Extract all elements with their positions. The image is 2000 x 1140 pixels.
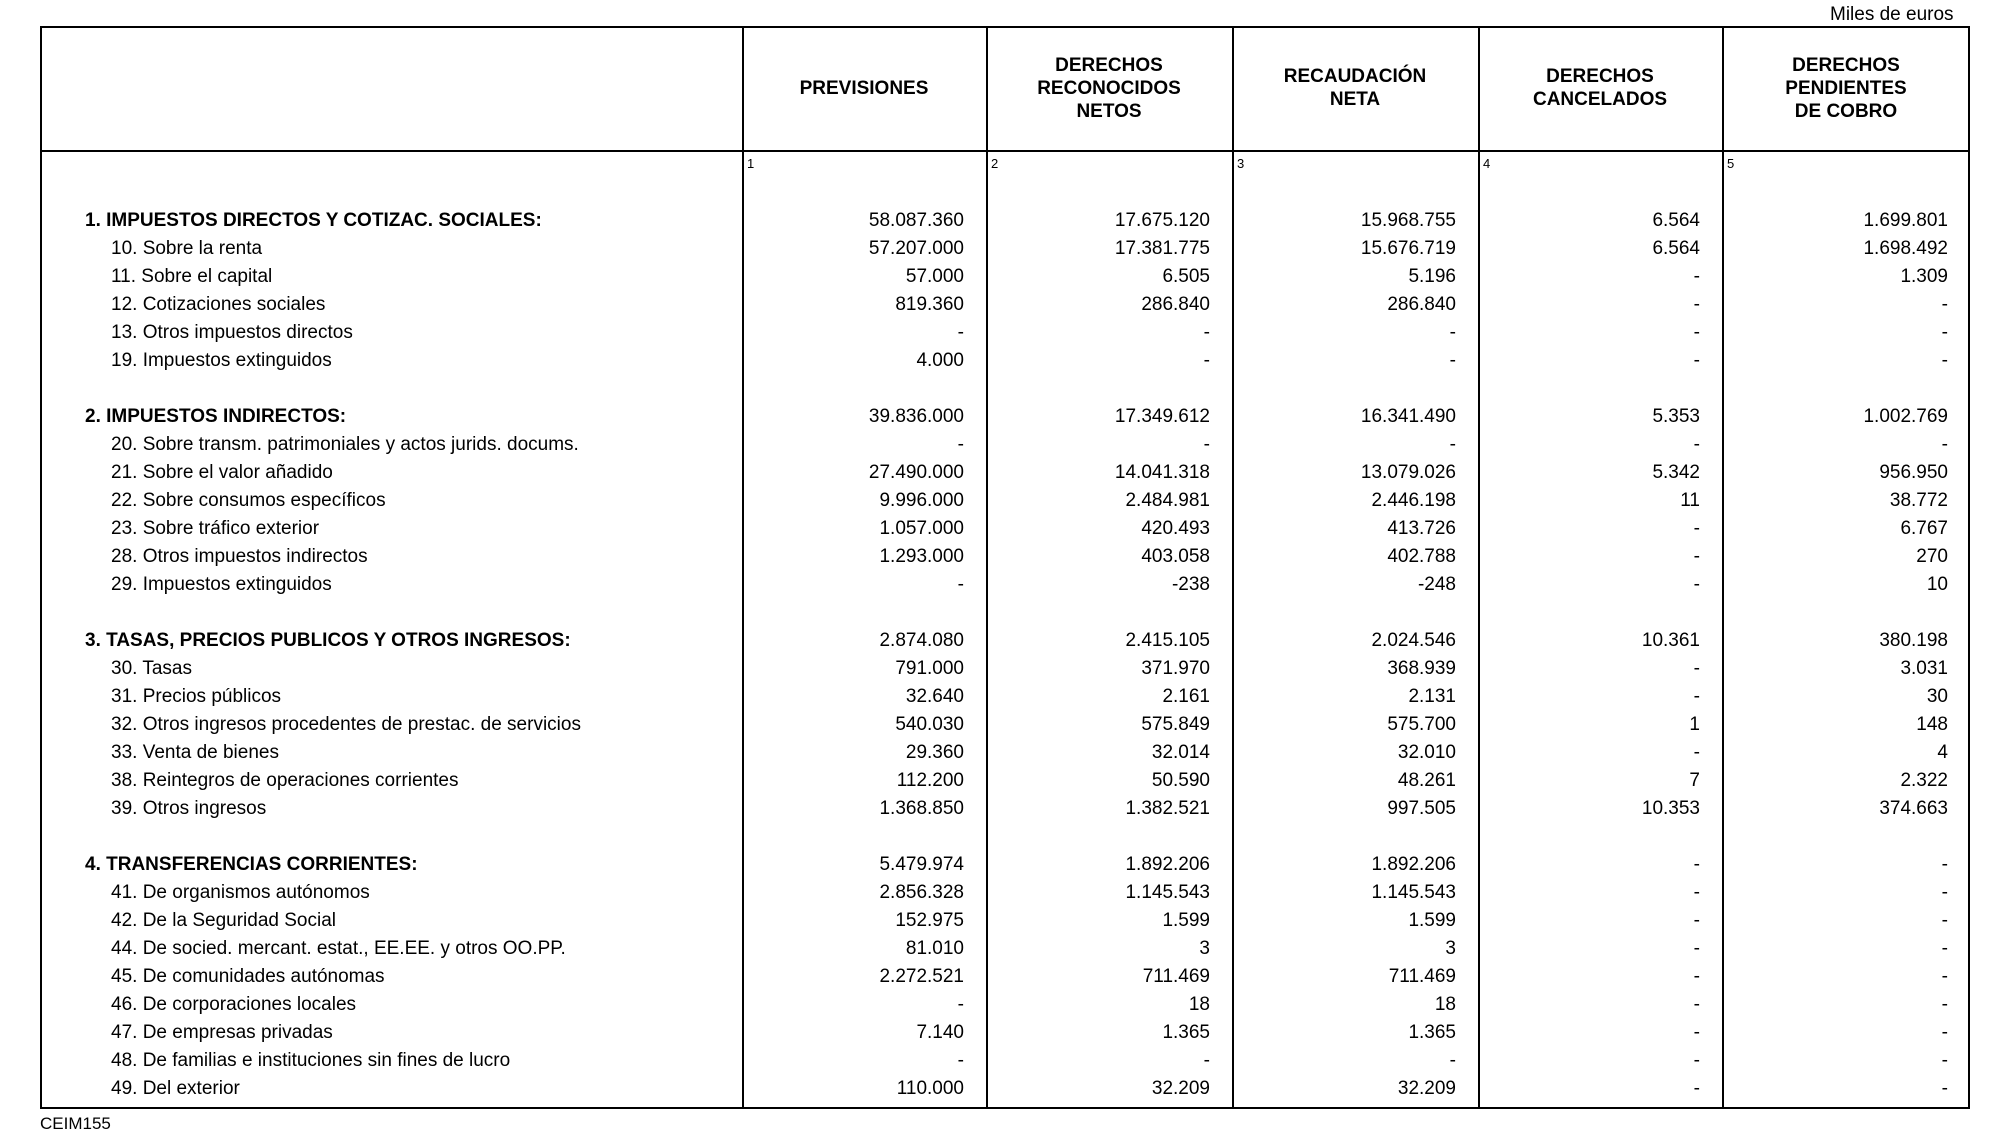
value-cell: 1.365	[1162, 1022, 1210, 1043]
value-cell: 819.360	[895, 294, 964, 315]
value-cell: 57.207.000	[868, 238, 964, 259]
table-row	[40, 710, 1970, 738]
row-label: 28. Otros impuestos indirectos	[111, 546, 368, 567]
group-row	[40, 206, 1970, 234]
value-cell: 5.479.974	[879, 854, 964, 875]
row-label: 29. Impuestos extinguidos	[111, 574, 332, 595]
header-divider	[40, 150, 1970, 152]
table-row	[40, 1018, 1970, 1046]
value-cell: -	[957, 434, 964, 455]
value-cell: 371.970	[1141, 658, 1210, 679]
value-cell: 17.381.775	[1114, 238, 1210, 259]
table-row	[40, 430, 1970, 458]
column-header: DERECHOS CANCELADOS	[1532, 66, 1668, 110]
row-label: 44. De socied. mercant. estat., EE.EE. y otros OO.PP.	[111, 938, 566, 959]
value-cell: 2.024.546	[1371, 630, 1456, 651]
value-cell: -	[1693, 854, 1700, 875]
value-cell: 2.484.981	[1125, 490, 1210, 511]
row-label: 48. De familias e instituciones sin fines de lucro	[111, 1050, 511, 1071]
row-label: 11. Sobre el capital	[111, 266, 273, 287]
value-cell: 956.950	[1879, 462, 1948, 483]
value-cell: -	[1941, 1078, 1948, 1099]
table-row	[40, 794, 1970, 822]
value-cell: -	[1693, 434, 1700, 455]
column-header: DERECHOS RECONOCIDOS NETOS	[1037, 54, 1181, 122]
column-header: PREVISIONES	[799, 77, 929, 99]
value-cell: 1.365	[1408, 1022, 1456, 1043]
row-label: 31. Precios públicos	[111, 686, 282, 707]
value-cell: 50.590	[1151, 770, 1210, 791]
table-row	[40, 738, 1970, 766]
value-cell: 1.382.521	[1125, 798, 1210, 819]
value-cell: -	[957, 994, 964, 1015]
table-row	[40, 906, 1970, 934]
value-cell: -	[1693, 994, 1700, 1015]
table-row	[40, 486, 1970, 514]
row-label: 33. Venta de bienes	[111, 742, 279, 763]
value-cell: -	[1693, 910, 1700, 931]
value-cell: 110.000	[896, 1078, 964, 1099]
column-number: 3	[1237, 156, 1245, 171]
column-header: DERECHOS PENDIENTES DE COBRO	[1785, 54, 1907, 122]
value-cell: 112.200	[896, 770, 964, 791]
row-label: 39. Otros ingresos	[111, 798, 267, 819]
value-cell: 1.145.543	[1125, 882, 1210, 903]
value-cell: -	[1693, 658, 1700, 679]
value-cell: -	[1203, 434, 1210, 455]
row-label: 32. Otros ingresos procedentes de prestac. de servicios	[111, 714, 581, 735]
value-cell: 5.353	[1652, 406, 1700, 427]
value-cell: 2.322	[1900, 770, 1948, 791]
value-cell: -	[1693, 546, 1700, 567]
value-cell: 39.836.000	[868, 406, 964, 427]
footer-code: CEIM155	[40, 1114, 111, 1133]
value-cell: 6.564	[1652, 210, 1700, 231]
value-cell: 18	[1188, 994, 1210, 1015]
value-cell: -	[1693, 966, 1700, 987]
column-number: 5	[1727, 156, 1735, 171]
value-cell: 1.699.801	[1863, 210, 1948, 231]
value-cell: -	[957, 574, 964, 595]
value-cell: 997.505	[1387, 798, 1456, 819]
value-cell: 2.415.105	[1125, 630, 1210, 651]
value-cell: 1	[1689, 714, 1700, 735]
value-cell: 32.640	[905, 686, 964, 707]
row-label: 49. Del exterior	[111, 1078, 240, 1099]
value-cell: 9.996.000	[879, 490, 964, 511]
value-cell: 270	[1916, 546, 1948, 567]
value-cell: 10.353	[1641, 798, 1700, 819]
column-number: 4	[1483, 156, 1491, 171]
value-cell: 18	[1434, 994, 1456, 1015]
table-row	[40, 570, 1970, 598]
value-cell: 30	[1926, 686, 1948, 707]
value-cell: 2.161	[1162, 686, 1210, 707]
table-row	[40, 318, 1970, 346]
value-cell: -	[1941, 966, 1948, 987]
table-row	[40, 514, 1970, 542]
value-cell: -	[957, 322, 964, 343]
value-cell: -	[1941, 938, 1948, 959]
row-label: 1. IMPUESTOS DIRECTOS Y COTIZAC. SOCIALES:	[85, 210, 542, 231]
value-cell: 413.726	[1387, 518, 1456, 539]
value-cell: 1.892.206	[1371, 854, 1456, 875]
value-cell: 402.788	[1387, 546, 1456, 567]
table-row	[40, 346, 1970, 374]
value-cell: -	[1203, 350, 1210, 371]
value-cell: 1.145.543	[1371, 882, 1456, 903]
value-cell: -	[1449, 322, 1456, 343]
value-cell: 10	[1926, 574, 1948, 595]
table-row	[40, 654, 1970, 682]
row-label: 41. De organismos autónomos	[111, 882, 370, 903]
value-cell: -	[1693, 574, 1700, 595]
value-cell: -	[1693, 686, 1700, 707]
table-row	[40, 1046, 1970, 1074]
value-cell: 32.010	[1397, 742, 1456, 763]
value-cell: -	[1693, 322, 1700, 343]
value-cell: 16.341.490	[1360, 406, 1456, 427]
value-cell: -	[1203, 1050, 1210, 1071]
value-cell: 57.000	[905, 266, 964, 287]
value-cell: 2.131	[1408, 686, 1456, 707]
value-cell: 6.564	[1652, 238, 1700, 259]
value-cell: -	[1693, 294, 1700, 315]
value-cell: 3	[1445, 938, 1456, 959]
value-cell: 286.840	[1387, 294, 1456, 315]
row-label: 12. Cotizaciones sociales	[111, 294, 326, 315]
row-label: 3. TASAS, PRECIOS PUBLICOS Y OTROS INGRESOS:	[85, 630, 571, 651]
value-cell: 791.000	[895, 658, 964, 679]
value-cell: -	[1941, 1022, 1948, 1043]
value-cell: 11	[1680, 490, 1700, 511]
row-label: 22. Sobre consumos específicos	[111, 490, 386, 511]
value-cell: -	[1941, 434, 1948, 455]
value-cell: 27.490.000	[868, 462, 964, 483]
value-cell: 7	[1689, 770, 1700, 791]
value-cell: -	[1693, 882, 1700, 903]
table-row	[40, 458, 1970, 486]
value-cell: -	[1941, 350, 1948, 371]
value-cell: -	[1449, 1050, 1456, 1071]
value-cell: 540.030	[895, 714, 964, 735]
value-cell: -	[1693, 1078, 1700, 1099]
row-label: 20. Sobre transm. patrimoniales y actos jurids. docums.	[111, 434, 579, 455]
value-cell: 15.968.755	[1360, 210, 1456, 231]
value-cell: 286.840	[1141, 294, 1210, 315]
value-cell: 2.272.521	[879, 966, 964, 987]
table-row	[40, 878, 1970, 906]
value-cell: 81.010	[905, 938, 964, 959]
value-cell: -	[1941, 994, 1948, 1015]
value-cell: -	[1693, 938, 1700, 959]
value-cell: -	[1941, 854, 1948, 875]
value-cell: -248	[1417, 574, 1456, 595]
table-row	[40, 962, 1970, 990]
value-cell: -	[1941, 322, 1948, 343]
value-cell: 29.360	[905, 742, 964, 763]
row-label: 2. IMPUESTOS INDIRECTOS:	[85, 406, 347, 427]
value-cell: -	[1941, 1050, 1948, 1071]
table-row	[40, 290, 1970, 318]
value-cell: 1.599	[1162, 910, 1210, 931]
value-cell: 32.014	[1151, 742, 1210, 763]
value-cell: 148	[1916, 714, 1948, 735]
value-cell: 575.700	[1387, 714, 1456, 735]
unit-label: Miles de euros	[1830, 4, 1954, 25]
group-row	[40, 626, 1970, 654]
row-label: 19. Impuestos extinguidos	[111, 350, 332, 371]
value-cell: 32.209	[1397, 1078, 1456, 1099]
table-row	[40, 1074, 1970, 1102]
value-cell: 14.041.318	[1114, 462, 1210, 483]
value-cell: -	[1693, 742, 1700, 763]
value-cell: 1.002.769	[1863, 406, 1948, 427]
column-number: 1	[747, 156, 755, 171]
value-cell: -238	[1171, 574, 1210, 595]
value-cell: 711.469	[1388, 966, 1456, 987]
column-number: 2	[991, 156, 999, 171]
value-cell: -	[1693, 1050, 1700, 1071]
value-cell: 3	[1199, 938, 1210, 959]
row-label: 13. Otros impuestos directos	[111, 322, 353, 343]
group-row	[40, 402, 1970, 430]
table-row	[40, 990, 1970, 1018]
value-cell: 2.446.198	[1371, 490, 1456, 511]
value-cell: 152.975	[895, 910, 964, 931]
table-row	[40, 234, 1970, 262]
table-row	[40, 262, 1970, 290]
row-label: 45. De comunidades autónomas	[111, 966, 385, 987]
value-cell: 1.057.000	[879, 518, 964, 539]
value-cell: 403.058	[1141, 546, 1210, 567]
row-label: 46. De corporaciones locales	[111, 994, 357, 1015]
value-cell: 4.000	[916, 350, 964, 371]
value-cell: 711.469	[1142, 966, 1210, 987]
value-cell: -	[1941, 910, 1948, 931]
row-label: 10. Sobre la renta	[111, 238, 263, 259]
row-label: 38. Reintegros de operaciones corrientes	[111, 770, 459, 791]
value-cell: 420.493	[1141, 518, 1210, 539]
value-cell: 3.031	[1900, 658, 1948, 679]
value-cell: -	[1693, 350, 1700, 371]
row-label: 42. De la Seguridad Social	[111, 910, 336, 931]
value-cell: 1.599	[1408, 910, 1456, 931]
value-cell: 7.140	[916, 1022, 964, 1043]
row-label: 21. Sobre el valor añadido	[111, 462, 333, 483]
value-cell: 13.079.026	[1360, 462, 1456, 483]
value-cell: 38.772	[1889, 490, 1948, 511]
value-cell: 2.856.328	[879, 882, 964, 903]
row-label: 4. TRANSFERENCIAS CORRIENTES:	[85, 854, 418, 875]
value-cell: 58.087.360	[868, 210, 964, 231]
value-cell: -	[1449, 350, 1456, 371]
value-cell: 10.361	[1641, 630, 1700, 651]
value-cell: 1.309	[1900, 266, 1948, 287]
value-cell: 6.767	[1900, 518, 1948, 539]
value-cell: -	[1941, 294, 1948, 315]
table-row	[40, 682, 1970, 710]
value-cell: 5.342	[1652, 462, 1700, 483]
value-cell: 575.849	[1141, 714, 1210, 735]
value-cell: 380.198	[1879, 630, 1948, 651]
value-cell: -	[957, 1050, 964, 1071]
value-cell: -	[1449, 434, 1456, 455]
value-cell: 368.939	[1387, 658, 1456, 679]
value-cell: 17.349.612	[1114, 406, 1210, 427]
value-cell: 1.368.850	[879, 798, 964, 819]
table-row	[40, 766, 1970, 794]
value-cell: 48.261	[1397, 770, 1456, 791]
value-cell: 1.293.000	[879, 546, 964, 567]
table-row	[40, 542, 1970, 570]
row-label: 30. Tasas	[111, 658, 192, 679]
value-cell: -	[1693, 1022, 1700, 1043]
value-cell: -	[1693, 266, 1700, 287]
value-cell: 2.874.080	[879, 630, 964, 651]
value-cell: -	[1693, 518, 1700, 539]
value-cell: 6.505	[1162, 266, 1210, 287]
value-cell: 17.675.120	[1114, 210, 1210, 231]
value-cell: 32.209	[1151, 1078, 1210, 1099]
value-cell: 1.892.206	[1125, 854, 1210, 875]
group-row	[40, 850, 1970, 878]
value-cell: 374.663	[1879, 798, 1948, 819]
value-cell: 4	[1937, 742, 1948, 763]
column-header: RECAUDACIÓN NETA	[1283, 66, 1427, 110]
value-cell: 15.676.719	[1360, 238, 1456, 259]
row-label: 23. Sobre tráfico exterior	[111, 518, 320, 539]
value-cell: -	[1941, 882, 1948, 903]
value-cell: 5.196	[1408, 266, 1456, 287]
value-cell: 1.698.492	[1863, 238, 1948, 259]
table-row	[40, 934, 1970, 962]
value-cell: -	[1203, 322, 1210, 343]
row-label: 47. De empresas privadas	[111, 1022, 333, 1043]
